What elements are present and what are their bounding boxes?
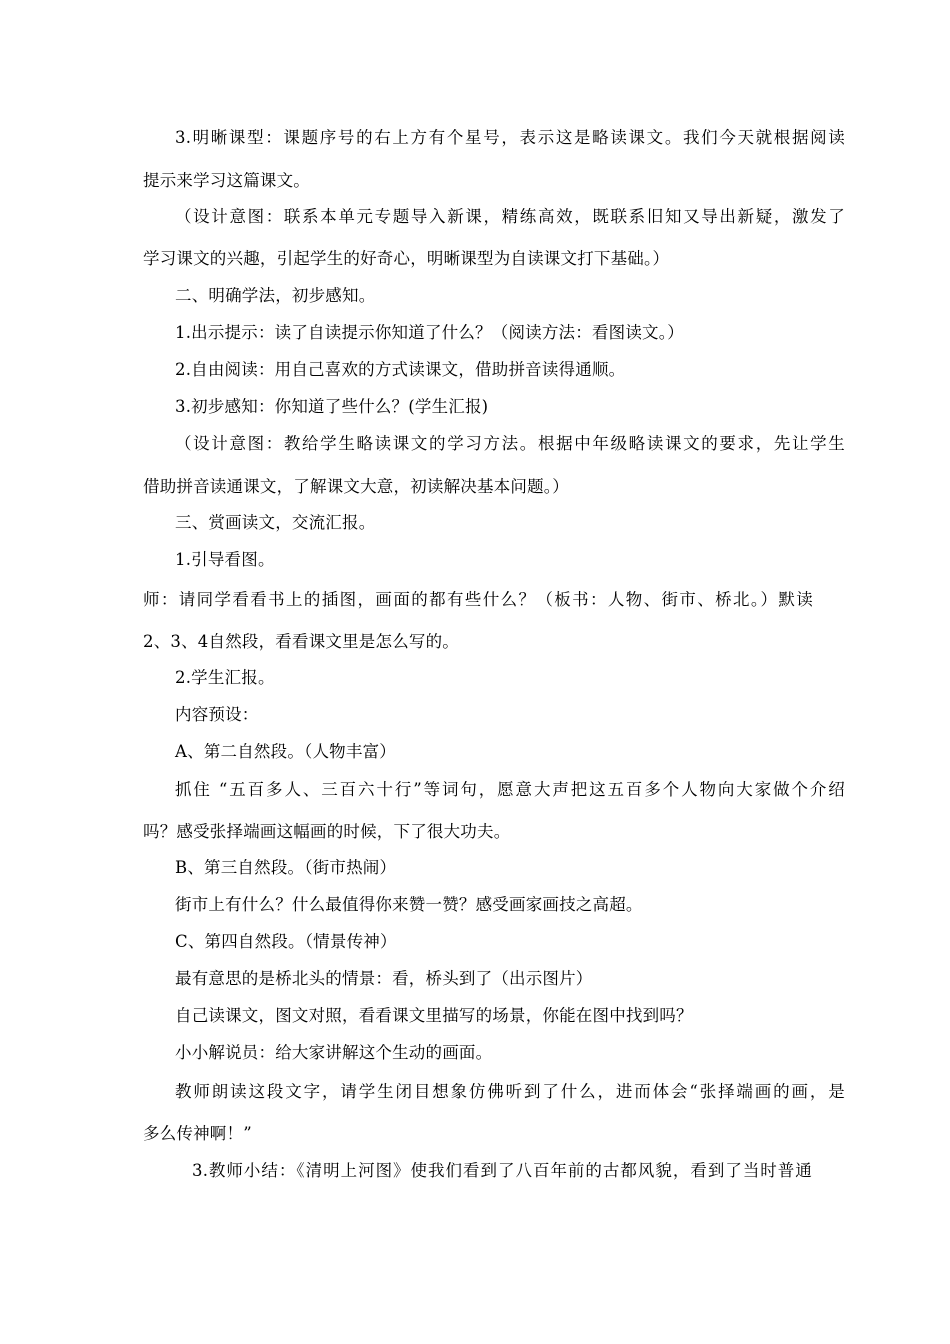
paragraph-line: 2.学生汇报。 — [175, 668, 275, 687]
paragraph-line: 小小解说员：给大家讲解这个生动的画面。 — [175, 1043, 493, 1062]
paragraph-line: 3.初步感知：你知道了些什么？(学生汇报) — [175, 397, 489, 416]
paragraph-line: 抓住 “五百多人、三百六十行”等词句，愿意大声把这五百多个人物向大家做个介绍 — [175, 780, 845, 799]
paragraph-line: （设计意图：联系本单元专题导入新课，精练高效，既联系旧知又导出新疑，激发了 — [175, 207, 845, 226]
section-heading: 三、赏画读文，交流汇报。 — [175, 513, 376, 532]
paragraph-line: 内容预设： — [175, 705, 259, 724]
paragraph-line: 街市上有什么？什么最值得你来赞一赞？感受画家画技之高超。 — [175, 895, 643, 914]
paragraph-line: 提示来学习这篇课文。 — [143, 171, 310, 190]
paragraph-line: 教师朗读这段文字，请学生闭目想象仿佛听到了什么，进而体会“张择端画的画，是 — [175, 1082, 845, 1101]
paragraph-line: 师：请同学看看书上的插图，画面的都有些什么？（板书：人物、街市、桥北。）默读 — [143, 590, 813, 609]
paragraph-line: 多么传神啊！” — [143, 1124, 252, 1143]
paragraph-line: B、第三自然段。（街市热闹） — [175, 858, 397, 877]
paragraph-line: 1.引导看图。 — [175, 550, 275, 569]
paragraph-line: 1.出示提示：读了自读提示你知道了什么？（阅读方法：看图读文。） — [175, 323, 684, 342]
paragraph-line: C、第四自然段。（情景传神） — [175, 932, 397, 951]
section-heading: 二、明确学法，初步感知。 — [175, 286, 376, 305]
paragraph-line: 2、3、4自然段，看看课文里是怎么写的。 — [143, 632, 459, 651]
paragraph-line: 借助拼音读通课文，了解课文大意，初读解决基本问题。） — [143, 477, 569, 496]
paragraph-line: 最有意思的是桥北头的情景：看，桥头到了（出示图片） — [175, 969, 593, 988]
paragraph-line: 吗？感受张择端画这幅画的时候，下了很大功夫。 — [143, 822, 511, 841]
paragraph-line: （设计意图：教给学生略读课文的学习方法。根据中年级略读课文的要求，先让学生 — [175, 434, 845, 453]
paragraph-line: 2.自由阅读：用自己喜欢的方式读课文，借助拼音读得通顺。 — [175, 360, 626, 379]
paragraph-line: 3.教师小结：《清明上河图》使我们看到了八百年前的古都风貌，看到了当时普通 — [192, 1161, 812, 1180]
paragraph-line: A、第二自然段。（人物丰富） — [175, 742, 396, 761]
paragraph-line: 3.明晰课型：课题序号的右上方有个星号，表示这是略读课文。我们今天就根据阅读 — [175, 128, 845, 147]
paragraph-line: 学习课文的兴趣，引起学生的好奇心，明晰课型为自读课文打下基础。） — [143, 249, 670, 268]
paragraph-line: 自己读课文，图文对照，看看课文里描写的场景，你能在图中找到吗？ — [175, 1006, 693, 1025]
